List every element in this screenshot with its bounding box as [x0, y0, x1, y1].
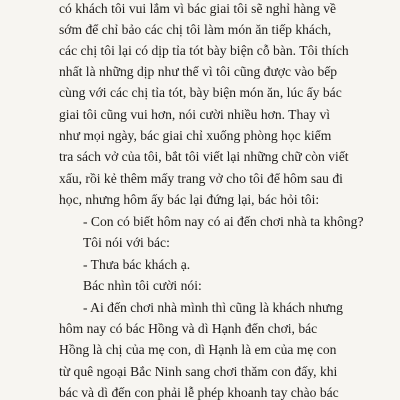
text-line-18: từ quê ngoại Bắc Ninh sang chơi thăm con đấy, khi	[59, 364, 338, 379]
text-line-7: như mọi ngày, bác giai chỉ xuống phòng học kiểm	[59, 128, 332, 143]
text-line-10: học, nhưng hôm ấy bác lại đứng lại, bác hỏi tôi:	[59, 192, 320, 207]
text-line-19: bác và dì đến con phải lễ phép khoanh tay chào bác	[59, 385, 339, 400]
text-line-5: cùng với các chị tỉa tót, bày biện món ăn, lúc ấy bác	[59, 85, 342, 100]
text-line-1: có khách tôi vui lắm vì bác giai tôi sẽ nghỉ hàng về	[59, 1, 337, 16]
text-line-2: sớm để chỉ bảo các chị tôi làm món ăn tiếp khách,	[59, 22, 332, 37]
text-line-8: tra sách vở của tôi, bắt tôi viết lại những chữ còn viết	[59, 149, 349, 164]
text-line-12: Tôi nói với bác:	[83, 235, 170, 250]
dialogue-line-2: - Thưa bác khách ạ.	[83, 257, 191, 272]
text-line-17: Hồng là chị của mẹ con, dì Hạnh là em của mẹ con	[59, 342, 337, 357]
dialogue-line-1: - Con có biết hôm nay có ai đến chơi nhà ta không?	[83, 214, 364, 229]
text-line-4: nhất là những dịp như thế vì tôi cũng được vào bếp	[59, 64, 338, 79]
dialogue-line-3: - Ai đến chơi nhà mình thì cũng là khách nhưng	[83, 300, 343, 315]
text-line-9: xấu, rồi kẻ thêm mấy trang vở cho tôi để hôm sau đi	[59, 171, 343, 186]
text-line-3: các chị tôi lại có dịp tỉa tót bày biện cỗ bàn. Tôi thích	[59, 43, 349, 58]
text-line-14: Bác nhìn tôi cười nói:	[83, 278, 202, 293]
text-line-16: hôm nay có bác Hồng và dì Hạnh đến chơi, bác	[59, 321, 318, 336]
text-line-6: giai tôi cũng vui hơn, nói cười nhiều hơn. Thay vì	[59, 107, 331, 122]
